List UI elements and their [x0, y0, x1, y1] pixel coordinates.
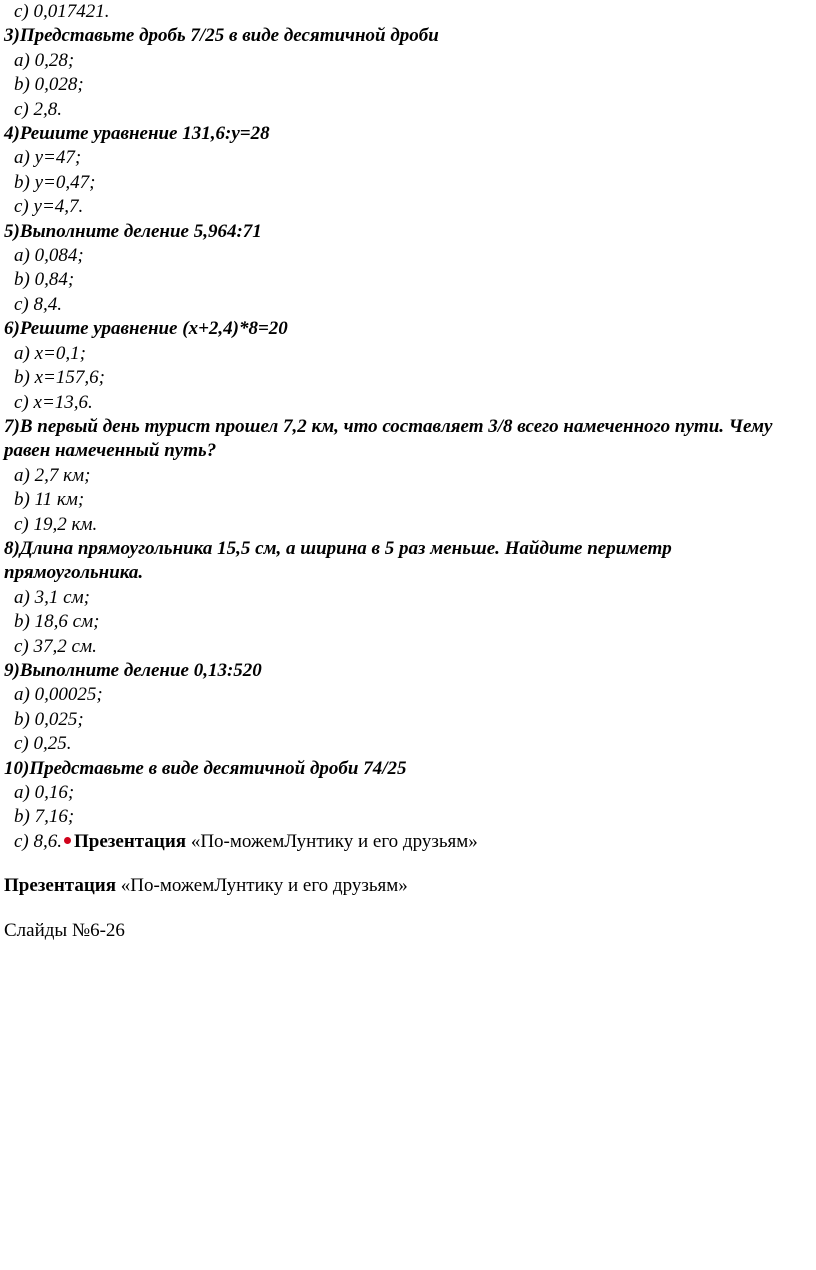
presentation-paragraph: [4, 874, 812, 898]
answer-option: b) у=0,47;: [14, 171, 96, 193]
slides-paragraph: Слайды №6-26: [4, 919, 125, 941]
question-text: 10)Представьте в виде десятичной дроби 74/25: [4, 757, 407, 779]
presentation-title: «По-можемЛунтику и его друзьям»: [116, 875, 408, 897]
answer-option: b) 0,028;: [14, 74, 84, 96]
bullet-icon: [64, 837, 71, 844]
question-text: 6)Решите уравнение (х+2,4)*8=20: [4, 318, 288, 340]
answer-option: a) 0,28;: [14, 49, 75, 71]
question-text: 4)Решите уравнение 131,6:у=28: [4, 123, 270, 145]
answer-option: a) 0,084;: [14, 245, 84, 267]
answer-option: c) 19,2 км.: [14, 513, 98, 535]
inline-presentation-label: Презентация: [74, 830, 187, 852]
answer-option: b) 0,84;: [14, 269, 75, 291]
question-text: 3)Представьте дробь 7/25 в виде десятичной дроби: [4, 25, 439, 47]
presentation-label: Презентация: [4, 875, 117, 897]
answer-option: b) 18,6 см;: [14, 611, 100, 633]
answer-option: c) 0,25.: [14, 733, 72, 755]
answer-option: c) 0,017421.: [14, 1, 110, 22]
answer-option: c) х=13,6.: [14, 391, 93, 413]
answer-option: a) 3,1 см;: [14, 586, 90, 608]
inline-presentation-title: «По-можемЛунтику и его друзьям»: [186, 830, 478, 852]
answer-option: a) 0,00025;: [14, 684, 103, 706]
question-text: 5)Выполните деление 5,964:71: [4, 220, 262, 242]
question-text: 7)В первый день турист прошел 7,2 км, что составляет 3/8 всего намеченного пути. Чему равен намеченный путь?: [4, 415, 773, 462]
answer-option: a) 2,7 км;: [14, 464, 91, 486]
answer-option: a) х=0,1;: [14, 342, 86, 364]
question-text: 9)Выполните деление 0,13:520: [4, 659, 262, 681]
inline-presentation: [74, 831, 478, 852]
answer-option: b) 11 км;: [14, 489, 85, 511]
answer-option: b) 0,025;: [14, 708, 84, 730]
answer-option: c) 37,2 см.: [14, 635, 97, 657]
answer-option: a) у=47;: [14, 147, 82, 169]
answer-option: c) 8,4.: [14, 293, 63, 315]
answer-option: c) 2,8.: [14, 98, 63, 120]
answer-option-text: c) 8,6.: [14, 830, 63, 852]
answer-option: a) 0,16;: [14, 782, 75, 803]
question-text: 8)Длина прямоугольника 15,5 см, а ширина в 5 раз меньше. Найдите периметр прямоугольника.: [4, 537, 672, 584]
answer-option: c) у=4,7.: [14, 196, 84, 218]
answer-option-last: [4, 830, 812, 854]
answer-option: b) х=157,6;: [14, 367, 105, 389]
answer-option: b) 7,16;: [14, 806, 75, 828]
